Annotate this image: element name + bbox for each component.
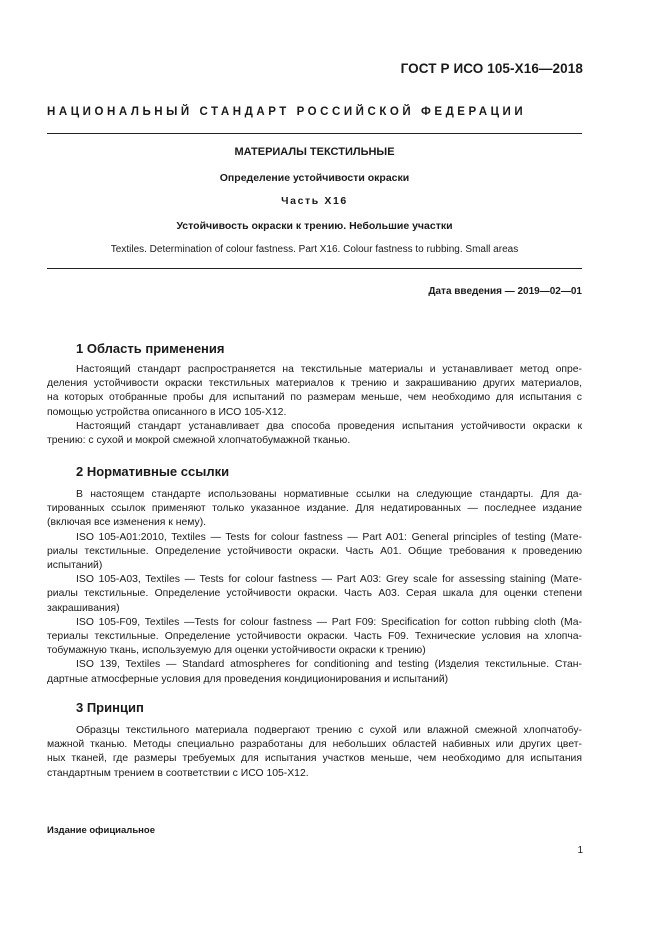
paragraph-line: ISO 139, Textiles — Standard atmospheres for conditioning and testing (Изделия текстильные. Стан-: [76, 659, 582, 671]
paragraph-line: дартные атмосферные условия для проведения кондиционирования и испытаний): [47, 673, 449, 685]
paragraph-line: ных тканей, где размеры требуемых для испытания участков меньше, чем необходимо для испытания: [47, 753, 582, 765]
paragraph-line: териалы текстильные. Определение устойчивости окраски. Часть F09. Технические условия на хлопча-: [47, 631, 582, 643]
document-code: ГОСТ Р ИСО 105-Х16—2018: [400, 61, 583, 76]
title-line-3: Часть Х16: [281, 195, 348, 207]
paragraph-line: на которых отобранные пробы для испытаний по размерам меньше, чем необходимо для испытания с: [47, 392, 582, 404]
national-standard-heading: НАЦИОНАЛЬНЫЙ СТАНДАРТ РОССИЙСКОЙ ФЕДЕРАЦИИ: [47, 106, 527, 118]
section-2-heading: 2 Нормативные ссылки: [76, 464, 230, 479]
section-1-text: [47, 363, 582, 448]
paragraph-line: риалы текстильные. Определение устойчивости окраски. Часть А03. Серая шкала для оценки степени: [47, 588, 582, 600]
paragraph-line: тированных ссылок применяют только указанное издание. Для недатированных — последнее издание: [47, 503, 582, 515]
paragraph-line: ISO 105-F09, Textiles —Tests for colour fastness — Part F09: Specification for cotton rubbing cloth (Ма-: [76, 616, 582, 628]
paragraph-line: ISO 105-A03, Textiles — Tests for colour fastness — Part A03: Grey scale for assessing staining (Мате-: [76, 574, 582, 586]
paragraph-line: ISO 105-A01:2010, Textiles — Tests for colour fastness — Part A01: General principles of testing (Мате-: [76, 531, 582, 543]
title-line-2: Определение устойчивости окраски: [219, 172, 410, 184]
introduction-date: Дата введения — 2019—02—01: [428, 286, 582, 297]
section-1-heading: 1 Область применения: [76, 341, 225, 356]
paragraph-line: закрашивания): [47, 602, 120, 614]
paragraph-line: риалы текстильные. Определение устойчивости окраски. Часть А01. Общие требования к проведению: [47, 545, 582, 557]
paragraph-line: Настоящий стандарт распространяется на текстильные материалы и устанавливает метод опре-: [76, 364, 582, 375]
section-2-text: [47, 488, 582, 687]
paragraph-line: помощью устройства описанного в ИСО 105-Х12.: [47, 406, 287, 418]
paragraph-line: тобумажную ткань, используемую для оценки устойчивости окраски к трению): [47, 645, 426, 657]
title-divider: [47, 268, 582, 269]
paragraph-line: (включая все изменения к нему).: [47, 517, 207, 529]
paragraph-line: Настоящий стандарт устанавливает два способа проведения испытания устойчивости окраски к: [76, 420, 582, 432]
official-edition-label: Издание официальное: [47, 825, 155, 836]
paragraph-line: стандартным трением в соответствии с ИСО 105-Х12.: [47, 767, 309, 779]
page-number: 1: [577, 845, 583, 856]
section-3-text: [47, 724, 582, 781]
paragraph-line: трению: с сухой и мокрой смежной хлопчатобумажной тканью.: [47, 435, 351, 447]
title-english: Textiles. Determination of colour fastness. Part X16. Colour fastness to rubbing. Small areas: [110, 244, 519, 255]
paragraph-line: Образцы текстильного материала подвергают трению с сухой или влажной смежной хлопчатобу-: [76, 725, 582, 736]
paragraph-line: деления устойчивости окраски текстильных материалов к трению и закрашиванию других материалов,: [47, 378, 582, 390]
section-3-heading: 3 Принцип: [76, 700, 144, 715]
paragraph-line: испытаний): [47, 560, 103, 572]
title-line-4: Устойчивость окраски к трению. Небольшие участки: [176, 220, 453, 232]
paragraph-line: мажной тканью. Методы специально разработаны для небольших областей набивных или других цвет-: [47, 739, 582, 751]
paragraph-line: В настоящем стандарте использованы нормативные ссылки на следующие стандарты. Для да-: [76, 489, 582, 500]
title-line-1: МАТЕРИАЛЫ ТЕКСТИЛЬНЫЕ: [234, 146, 395, 158]
top-divider: [47, 133, 582, 134]
